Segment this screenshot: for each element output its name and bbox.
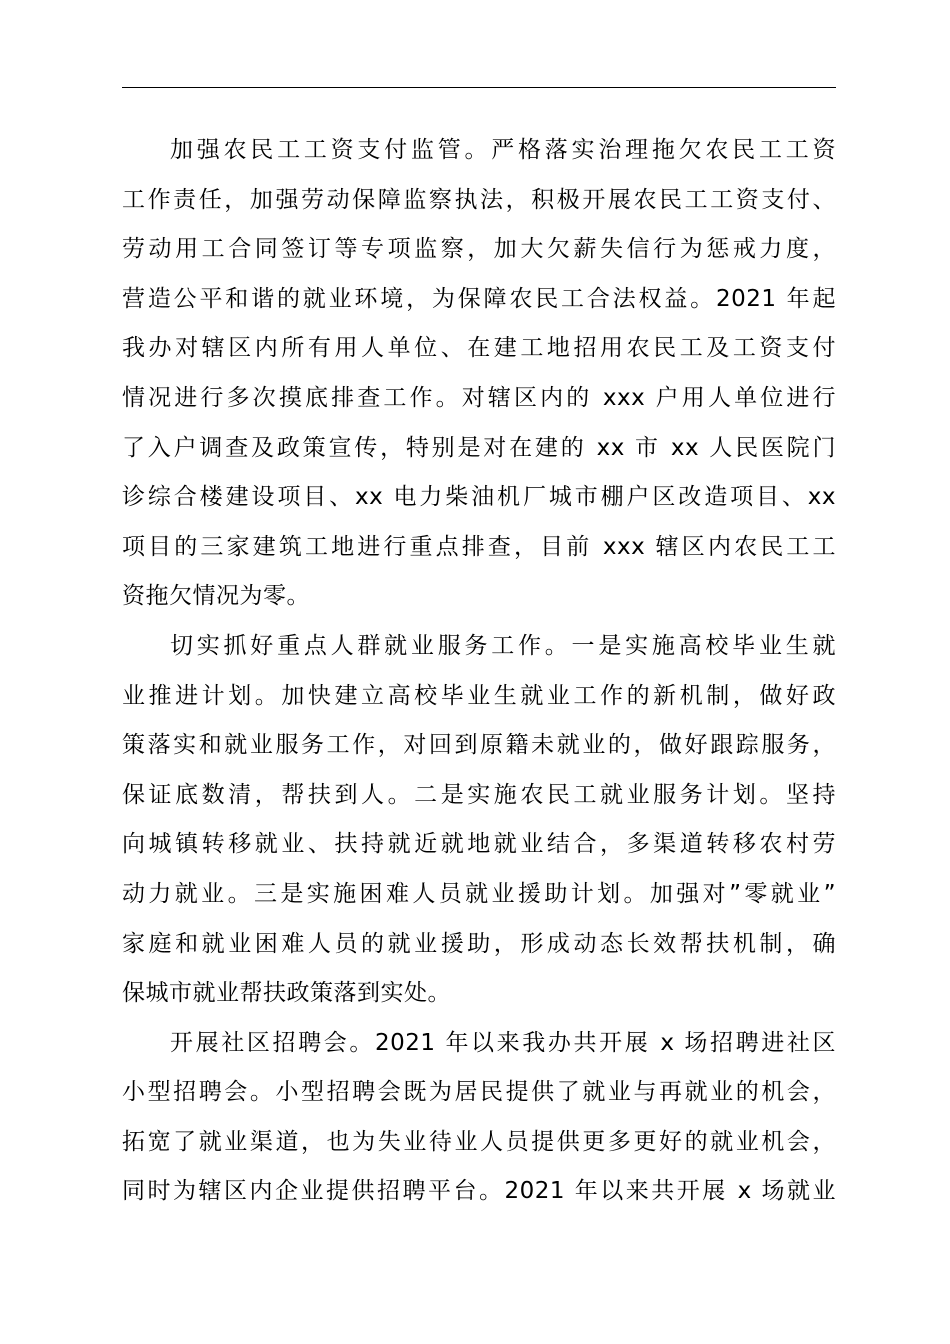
text-line: 向城镇转移就业、扶持就近就地就业结合，多渠道转移农村劳 xyxy=(122,831,836,858)
text-line: 小型招聘会。小型招聘会既为居民提供了就业与再就业的机会， xyxy=(122,1079,836,1106)
text-line: 项目的三家建筑工地进行重点排查，目前 xxx 辖区内农民工工 xyxy=(122,533,836,560)
paragraph-employment-services xyxy=(122,622,836,1019)
text-line: 保证底数清，帮扶到人。二是实施农民工就业服务计划。坚持 xyxy=(122,781,836,808)
text-line: 切实抓好重点人群就业服务工作。一是实施高校毕业生就 xyxy=(170,632,836,659)
text-line: 拓宽了就业渠道，也为失业待业人员提供更多更好的就业机会， xyxy=(122,1128,836,1155)
text-line: 策落实和就业服务工作，对回到原籍未就业的，做好跟踪服务， xyxy=(122,732,836,759)
text-line: 资拖欠情况为零。 xyxy=(122,583,310,610)
text-line: 同时为辖区内企业提供招聘平台。2021 年以来共开展 x 场就业 xyxy=(122,1178,836,1205)
text-line: 开展社区招聘会。2021 年以来我办共开展 x 场招聘进社区 xyxy=(170,1029,836,1056)
text-line: 动力就业。三是实施困难人员就业援助计划。加强对”零就业” xyxy=(122,880,836,907)
text-line: 业推进计划。加快建立高校毕业生就业工作的新机制，做好政 xyxy=(122,682,836,709)
header-rule xyxy=(122,87,836,88)
paragraph-job-fairs xyxy=(122,1019,836,1217)
text-line: 劳动用工合同签订等专项监察，加大欠薪失信行为惩戒力度， xyxy=(122,236,836,263)
text-line: 情况进行多次摸底排查工作。对辖区内的 xxx 户用人单位进行 xyxy=(122,384,836,411)
text-line: 营造公平和谐的就业环境，为保障农民工合法权益。2021 年起 xyxy=(122,285,836,312)
text-line: 加强农民工工资支付监管。严格落实治理拖欠农民工工资 xyxy=(170,137,836,163)
document-body xyxy=(122,126,836,1217)
paragraph-wage-supervision xyxy=(122,126,836,622)
text-line: 工作责任，加强劳动保障监察执法，积极开展农民工工资支付、 xyxy=(122,186,836,213)
text-line: 了入户调查及政策宣传，特别是对在建的 xx 市 xx 人民医院门 xyxy=(122,434,836,461)
text-line: 家庭和就业困难人员的就业援助，形成动态长效帮扶机制，确 xyxy=(122,930,836,957)
text-line: 我办对辖区内所有用人单位、在建工地招用农民工及工资支付 xyxy=(122,335,836,362)
text-line: 保城市就业帮扶政策落到实处。 xyxy=(122,980,451,1007)
text-line: 诊综合楼建设项目、xx 电力柴油机厂城市棚户区改造项目、xx xyxy=(122,484,836,511)
